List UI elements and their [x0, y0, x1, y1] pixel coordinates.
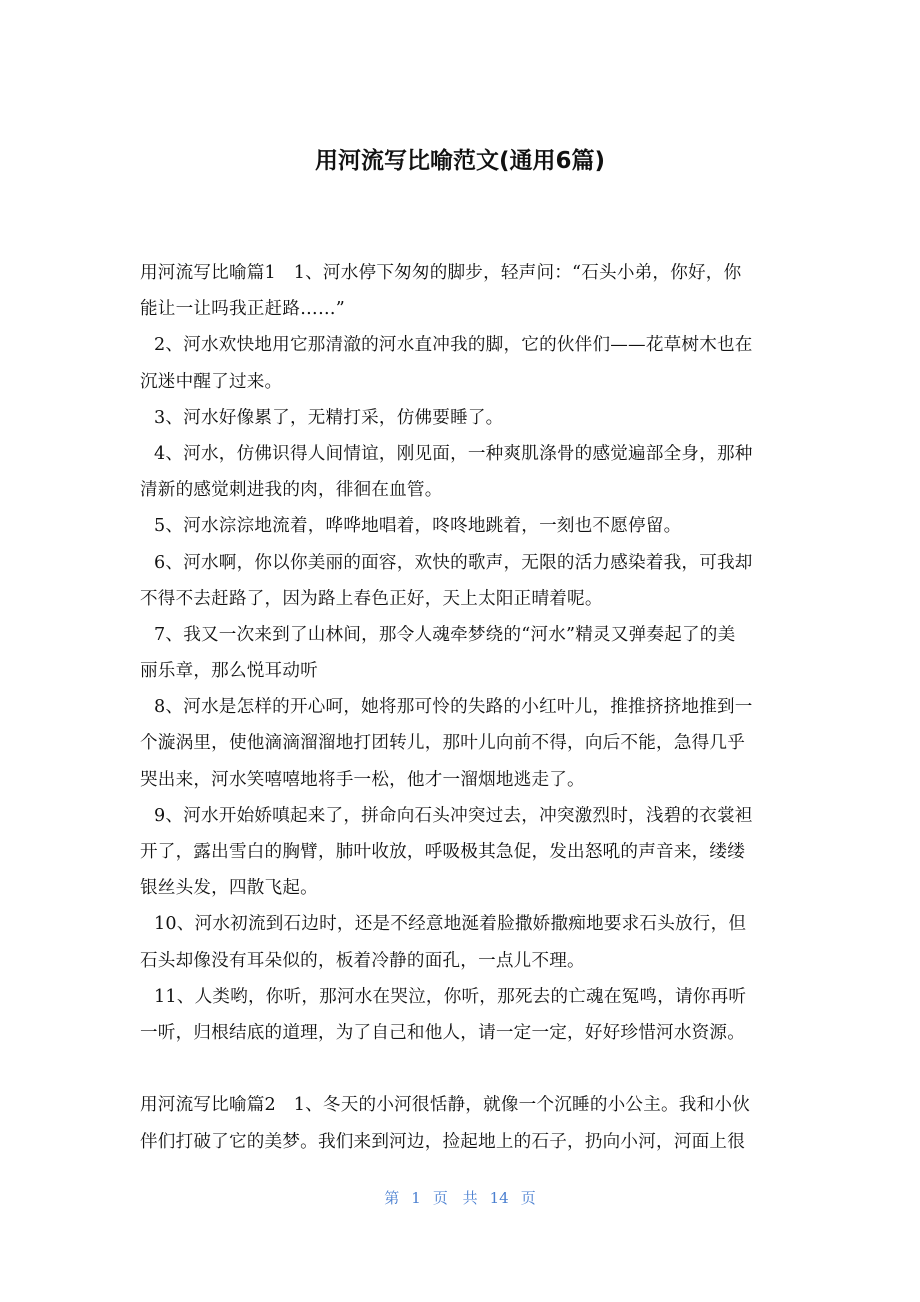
text-line: 能让一让吗我正赶路……” — [140, 299, 345, 320]
total-pages: 14 — [489, 1189, 509, 1207]
page-footer — [0, 1187, 920, 1208]
text-line: 2、河水欢快地用它那清澈的河水直冲我的脚，它的伙伴们——花草树木也在 — [154, 335, 753, 356]
paragraph — [140, 255, 790, 327]
text-line: 10、河水初流到石边时，还是不经意地涎着脸撒娇撒痴地要求石头放行，但 — [154, 914, 747, 935]
text-line: 银丝头发，四散飞起。 — [140, 878, 318, 899]
text-line: 丽乐章，那么悦耳动听 — [140, 661, 318, 682]
text-line: 5、河水淙淙地流着，哗哗地唱着，咚咚地跳着，一刻也不愿停留。 — [154, 516, 682, 537]
text-line: 伴们打破了它的美梦。我们来到河边，捡起地上的石子，扔向小河，河面上很 — [140, 1131, 745, 1152]
paragraph — [140, 436, 790, 508]
text-line: 沉迷中醒了过来。 — [140, 371, 283, 392]
paragraph — [140, 1087, 790, 1159]
text-line: 用河流写比喻篇1 1、河水停下匆匆的脚步，轻声问：“石头小弟，你好，你 — [140, 263, 742, 283]
text-line: 石头却像没有耳朵似的，板着冷静的面孔，一点儿不理。 — [140, 950, 585, 971]
text-line: 7、我又一次来到了山林间，那令人魂牵梦绕的“河水”精灵又弹奏起了的美 — [154, 624, 736, 645]
current-page-number: 1 — [411, 1189, 421, 1207]
text-line: 6、河水啊，你以你美丽的面容，欢快的歌声，无限的活力感染着我，可我却 — [154, 552, 753, 573]
paragraph — [140, 400, 790, 436]
footer-suffix: 页 — [520, 1189, 536, 1207]
paragraph — [140, 906, 790, 978]
text-line: 4、河水，仿佛识得人间情谊，刚见面，一种爽肌涤骨的感觉遍部全身，那种 — [154, 443, 753, 464]
text-line: 9、河水开始娇嗔起来了，拼命向石头冲突过去，冲突激烈时，浅碧的衣裳袒 — [154, 805, 753, 826]
document-title: 用河流写比喻范文(通用6篇) — [314, 148, 606, 174]
text-line: 哭出来，河水笑嘻嘻地将手一松，他才一溜烟地逃走了。 — [140, 769, 585, 790]
footer-mid: 页 共 — [432, 1189, 478, 1207]
footer-prefix: 第 — [384, 1189, 400, 1207]
paragraph — [140, 327, 790, 399]
text-line: 11、人类哟，你听，那河水在哭泣，你听，那死去的亡魂在冤鸣，请你再听 — [154, 986, 747, 1007]
text-line: 开了，露出雪白的胸臂，肺叶收放，呼吸极其急促，发出怒吼的声音来，缕缕 — [140, 842, 745, 862]
paragraph — [140, 979, 790, 1051]
paragraph — [140, 798, 790, 907]
text-line: 一听，归根结底的道理，为了自己和他人，请一定一定，好好珍惜河水资源。 — [140, 1022, 745, 1043]
paragraph — [140, 508, 790, 544]
blank-line — [140, 1051, 790, 1087]
paragraph — [140, 617, 790, 689]
document-body — [140, 255, 790, 1160]
text-line: 8、河水是怎样的开心呵，她将那可怜的失路的小红叶儿，推推挤挤地推到一 — [154, 697, 753, 718]
text-line: 个漩涡里，使他滴滴溜溜地打团转儿，那叶儿向前不得，向后不能，急得几乎 — [140, 733, 745, 754]
paragraph — [140, 689, 790, 798]
text-line: 用河流写比喻篇2 1、冬天的小河很恬静，就像一个沉睡的小公主。我和小伙 — [140, 1095, 750, 1116]
text-line: 清新的感觉刺进我的肉，徘徊在血管。 — [140, 480, 443, 501]
text-line: 不得不去赶路了，因为路上春色正好，天上太阳正晴着呢。 — [140, 588, 603, 609]
text-line: 3、河水好像累了，无精打采，仿佛要睡了。 — [154, 407, 504, 428]
paragraph — [140, 545, 790, 617]
